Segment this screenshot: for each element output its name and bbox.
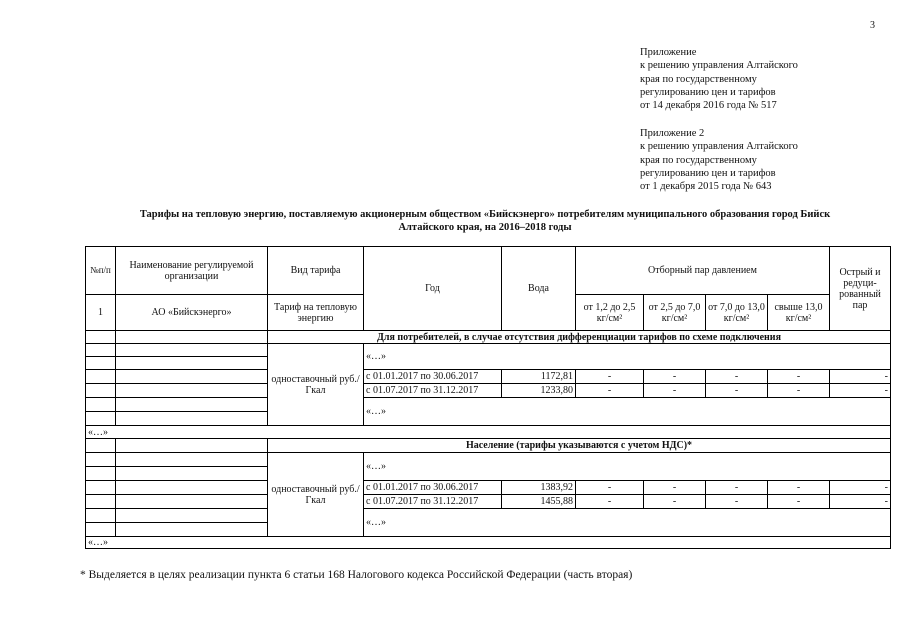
period-cell: с 01.07.2017 по 31.12.2017 bbox=[364, 384, 502, 398]
header-p3: от 7,0 до 13,0 кг/см² bbox=[706, 295, 768, 331]
water-cell: 1383,92 bbox=[502, 481, 576, 495]
appendix-line: регулированию цен и тарифов bbox=[640, 86, 776, 98]
period-cell: с 01.07.2017 по 31.12.2017 bbox=[364, 495, 502, 509]
section2-ellipsis-top: «…» bbox=[364, 453, 891, 481]
section2-tariff-kind: одноставочный руб./Гкал bbox=[268, 453, 364, 537]
tariff-table bbox=[85, 246, 891, 549]
water-cell: 1455,88 bbox=[502, 495, 576, 509]
section1-tariff-kind: одноставочный руб./Гкал bbox=[268, 344, 364, 426]
sharp-cell: - bbox=[830, 384, 891, 398]
header-p2: от 2,5 до 7,0 кг/см² bbox=[644, 295, 706, 331]
p2-cell: - bbox=[644, 370, 706, 384]
p2-cell: - bbox=[644, 481, 706, 495]
header-year: Год bbox=[364, 247, 502, 331]
org-num: 1 bbox=[86, 295, 116, 331]
header-p1: от 1,2 до 2,5 кг/см² bbox=[576, 295, 644, 331]
org-tariff: Тариф на тепловую энергию bbox=[268, 295, 364, 331]
title-line-1: Тарифы на тепловую энергию, поставляемую акционерным обществом «Бийскэнерго» потребителям муниципального образования город Бийск bbox=[139, 209, 831, 220]
p3-cell: - bbox=[706, 495, 768, 509]
p4-cell: - bbox=[768, 495, 830, 509]
section1-ellipsis-top: «…» bbox=[364, 344, 891, 370]
section1-title: Для потребителей, в случае отсутствия дифференциации тарифов по схеме подключения bbox=[268, 331, 891, 344]
period-cell: с 01.01.2017 по 30.06.2017 bbox=[364, 370, 502, 384]
p1-cell: - bbox=[576, 384, 644, 398]
p3-cell: - bbox=[706, 481, 768, 495]
footnote: * Выделяется в целях реализации пункта 6 статьи 168 Налогового кодекса Российской Федерации (часть вторая) bbox=[80, 569, 633, 581]
header-p4: свыше 13,0 кг/см² bbox=[768, 295, 830, 331]
table-row bbox=[86, 481, 891, 495]
appendix-line: к решению управления Алтайского bbox=[640, 141, 798, 153]
header-sharp-steam: Острый и редуци-рованный пар bbox=[830, 247, 891, 331]
document-title bbox=[60, 208, 905, 234]
header-steam: Отборный пар давлением bbox=[576, 247, 830, 295]
org-name: АО «Бийскэнерго» bbox=[116, 295, 268, 331]
p4-cell: - bbox=[768, 481, 830, 495]
section1-ellipsis-bottom: «…» bbox=[364, 398, 891, 426]
header-water: Вода bbox=[502, 247, 576, 331]
section2-ellipsis-bottom: «…» bbox=[364, 509, 891, 537]
section2-ellipsis-after: «…» bbox=[86, 537, 891, 549]
p4-cell: - bbox=[768, 370, 830, 384]
p1-cell: - bbox=[576, 370, 644, 384]
appendix-1-block bbox=[640, 46, 798, 112]
p3-cell: - bbox=[706, 370, 768, 384]
appendix-2-block bbox=[640, 127, 798, 193]
sharp-cell: - bbox=[830, 495, 891, 509]
appendix-line: от 14 декабря 2016 года № 517 bbox=[640, 100, 777, 112]
appendix-line: регулированию цен и тарифов bbox=[640, 167, 776, 179]
table-row bbox=[86, 495, 891, 509]
header-num: №п/п bbox=[86, 247, 116, 295]
p2-cell: - bbox=[644, 384, 706, 398]
appendix-line: от 1 декабря 2015 года № 643 bbox=[640, 181, 772, 193]
appendix-line: края по государственному bbox=[640, 73, 757, 85]
appendix-line: к решению управления Алтайского bbox=[640, 60, 798, 72]
title-line-2: Алтайского края, на 2016–2018 годы bbox=[398, 222, 572, 233]
p4-cell: - bbox=[768, 384, 830, 398]
sharp-cell: - bbox=[830, 481, 891, 495]
appendix-line: края по государственному bbox=[640, 154, 757, 166]
p2-cell: - bbox=[644, 495, 706, 509]
water-cell: 1233,80 bbox=[502, 384, 576, 398]
table-row bbox=[86, 370, 891, 384]
appendix-line: Приложение 2 bbox=[640, 128, 705, 139]
header-tariff-type: Вид тарифа bbox=[268, 247, 364, 295]
section1-ellipsis-after: «…» bbox=[86, 426, 891, 439]
p1-cell: - bbox=[576, 481, 644, 495]
section2-title: Население (тарифы указываются с учетом НДС)* bbox=[268, 439, 891, 453]
p3-cell: - bbox=[706, 384, 768, 398]
table-row bbox=[86, 384, 891, 398]
p1-cell: - bbox=[576, 495, 644, 509]
water-cell: 1172,81 bbox=[502, 370, 576, 384]
period-cell: с 01.01.2017 по 30.06.2017 bbox=[364, 481, 502, 495]
sharp-cell: - bbox=[830, 370, 891, 384]
page-number: 3 bbox=[870, 20, 875, 31]
appendix-line: Приложение bbox=[640, 47, 697, 58]
header-org: Наименование регулируемой организации bbox=[116, 247, 268, 295]
